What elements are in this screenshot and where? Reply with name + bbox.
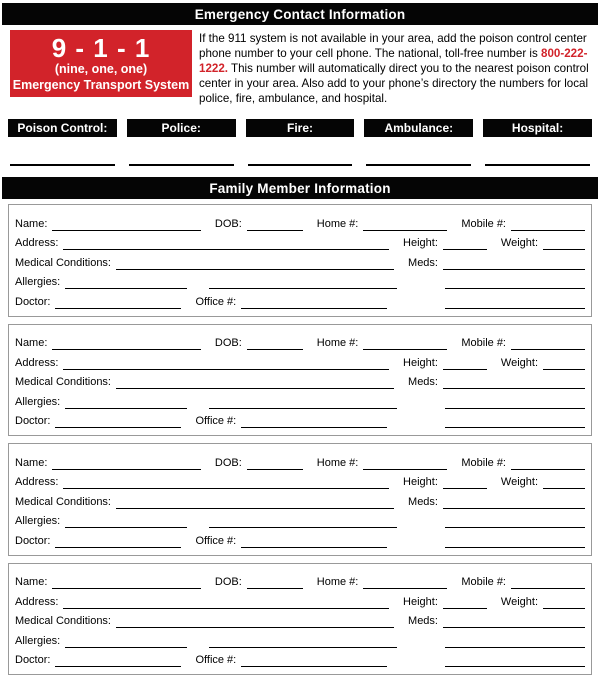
height-label: Height: (403, 237, 438, 250)
medical-conditions-blank-line (116, 377, 394, 389)
home-label: Home #: (317, 576, 359, 589)
office-blank-line (241, 416, 387, 428)
meds-blank-line (443, 258, 585, 270)
meds-continuation-line-1 (445, 516, 585, 528)
meds-continuation-line-1 (445, 397, 585, 409)
address-label: Address: (15, 237, 58, 250)
emergency-contact-header-bar (2, 3, 598, 25)
emergency-contact-title: Emergency Contact Information (195, 7, 406, 22)
mobile-blank-line (511, 219, 585, 231)
office-blank-line (241, 297, 387, 309)
weight-blank-line (543, 358, 585, 370)
family-member-block (8, 324, 592, 437)
dob-label: DOB: (215, 576, 242, 589)
fire-blank-line (248, 164, 353, 166)
member-row-allergies (15, 389, 585, 409)
home-blank-line (363, 219, 447, 231)
member-row-allergies (15, 628, 585, 648)
height-blank-line (443, 477, 487, 489)
dob-label: DOB: (215, 218, 242, 231)
ambulance-label: Ambulance: (364, 119, 473, 137)
doctor-label: Doctor: (15, 535, 50, 548)
member-row-allergies (15, 509, 585, 529)
member-row-doctor (15, 289, 585, 309)
family-member-blocks (8, 204, 592, 675)
member-row-name (15, 570, 585, 590)
medical-conditions-blank-line (116, 258, 394, 270)
medical-conditions-label: Medical Conditions: (15, 615, 111, 628)
height-label: Height: (403, 357, 438, 370)
poison-control-phone-number: 800-222-1222. (199, 47, 587, 75)
emergency-contacts-row (8, 119, 592, 166)
doctor-blank-line (55, 416, 181, 428)
meds-label: Meds: (408, 376, 438, 389)
family-member-header-bar (2, 177, 598, 199)
address-label: Address: (15, 596, 58, 609)
dob-blank-line (247, 338, 303, 350)
allergies-blank-line (65, 636, 187, 648)
weight-label: Weight: (501, 596, 538, 609)
meds-blank-line (443, 377, 585, 389)
dob-label: DOB: (215, 457, 242, 470)
name-label: Name: (15, 457, 47, 470)
height-blank-line (443, 597, 487, 609)
contact-col-ambulance (364, 119, 473, 166)
home-label: Home #: (317, 337, 359, 350)
contact-col-police (127, 119, 236, 166)
name-blank-line (52, 219, 200, 231)
doctor-label: Doctor: (15, 654, 50, 667)
meds-continuation-line-2 (445, 297, 585, 309)
police-blank-line (129, 164, 234, 166)
meds-continuation-line-1 (445, 277, 585, 289)
doctor-label: Doctor: (15, 296, 50, 309)
member-row-medical (15, 370, 585, 390)
allergies-label: Allergies: (15, 396, 60, 409)
paragraph-text-before: If the 911 system is not available in your area, add the poison control center phone number to your cell phone. The national, toll-free number is (199, 32, 587, 60)
allergies-label: Allergies: (15, 515, 60, 528)
name-blank-line (52, 577, 200, 589)
home-label: Home #: (317, 457, 359, 470)
poison-control-paragraph (199, 30, 590, 106)
doctor-blank-line (55, 655, 181, 667)
office-blank-line (241, 655, 387, 667)
doctor-blank-line (55, 297, 181, 309)
doctor-blank-line (55, 536, 181, 548)
allergies-continuation-line (209, 277, 397, 289)
height-label: Height: (403, 476, 438, 489)
allergies-continuation-line (209, 636, 397, 648)
member-row-address (15, 470, 585, 490)
address-blank-line (63, 597, 389, 609)
weight-blank-line (543, 477, 585, 489)
dob-blank-line (247, 458, 303, 470)
member-row-doctor (15, 528, 585, 548)
address-blank-line (63, 358, 389, 370)
member-row-name (15, 331, 585, 351)
office-label: Office #: (195, 415, 236, 428)
member-row-name (15, 211, 585, 231)
weight-label: Weight: (501, 476, 538, 489)
family-member-block (8, 204, 592, 317)
medical-conditions-label: Medical Conditions: (15, 496, 111, 509)
office-label: Office #: (195, 535, 236, 548)
meds-label: Meds: (408, 496, 438, 509)
mobile-blank-line (511, 338, 585, 350)
member-row-address (15, 231, 585, 251)
family-member-block (8, 443, 592, 556)
name-blank-line (52, 338, 200, 350)
allergies-blank-line (65, 397, 187, 409)
member-row-medical (15, 250, 585, 270)
allergies-continuation-line (209, 516, 397, 528)
name-label: Name: (15, 576, 47, 589)
poison-control-label: Poison Control: (8, 119, 117, 137)
fire-label: Fire: (246, 119, 355, 137)
member-row-name (15, 450, 585, 470)
office-label: Office #: (195, 296, 236, 309)
911-phonetic: (nine, one, one) (55, 62, 147, 77)
medical-conditions-blank-line (116, 497, 394, 509)
home-blank-line (363, 338, 447, 350)
doctor-label: Doctor: (15, 415, 50, 428)
allergies-label: Allergies: (15, 276, 60, 289)
weight-label: Weight: (501, 357, 538, 370)
police-label: Police: (127, 119, 236, 137)
meds-continuation-line-1 (445, 636, 585, 648)
member-row-allergies (15, 270, 585, 290)
meds-continuation-line-2 (445, 536, 585, 548)
medical-conditions-blank-line (116, 616, 394, 628)
height-blank-line (443, 358, 487, 370)
medical-conditions-label: Medical Conditions: (15, 257, 111, 270)
height-label: Height: (403, 596, 438, 609)
name-blank-line (52, 458, 200, 470)
family-member-block (8, 563, 592, 675)
member-row-doctor (15, 648, 585, 668)
contact-col-poison-control (8, 119, 117, 166)
member-row-address (15, 350, 585, 370)
911-subtitle: Emergency Transport System (13, 77, 189, 93)
mobile-label: Mobile #: (461, 218, 506, 231)
home-blank-line (363, 458, 447, 470)
weight-blank-line (543, 238, 585, 250)
emergency-intro-section (10, 30, 590, 106)
dob-blank-line (247, 577, 303, 589)
member-row-medical (15, 489, 585, 509)
home-blank-line (363, 577, 447, 589)
weight-blank-line (543, 597, 585, 609)
meds-blank-line (443, 497, 585, 509)
hospital-label: Hospital: (483, 119, 592, 137)
hospital-blank-line (485, 164, 590, 166)
allergies-continuation-line (209, 397, 397, 409)
mobile-label: Mobile #: (461, 457, 506, 470)
name-label: Name: (15, 337, 47, 350)
allergies-label: Allergies: (15, 635, 60, 648)
family-member-title: Family Member Information (209, 181, 390, 196)
address-label: Address: (15, 476, 58, 489)
member-row-doctor (15, 409, 585, 429)
name-label: Name: (15, 218, 47, 231)
meds-label: Meds: (408, 257, 438, 270)
dob-label: DOB: (215, 337, 242, 350)
911-number: 9 - 1 - 1 (52, 34, 151, 62)
office-label: Office #: (195, 654, 236, 667)
911-badge (10, 30, 192, 97)
mobile-blank-line (511, 458, 585, 470)
mobile-label: Mobile #: (461, 337, 506, 350)
allergies-blank-line (65, 516, 187, 528)
meds-continuation-line-2 (445, 655, 585, 667)
contact-col-hospital (483, 119, 592, 166)
meds-label: Meds: (408, 615, 438, 628)
meds-blank-line (443, 616, 585, 628)
height-blank-line (443, 238, 487, 250)
mobile-blank-line (511, 577, 585, 589)
contact-col-fire (246, 119, 355, 166)
meds-continuation-line-2 (445, 416, 585, 428)
address-blank-line (63, 238, 389, 250)
weight-label: Weight: (501, 237, 538, 250)
dob-blank-line (247, 219, 303, 231)
allergies-blank-line (65, 277, 187, 289)
address-label: Address: (15, 357, 58, 370)
medical-conditions-label: Medical Conditions: (15, 376, 111, 389)
member-row-address (15, 589, 585, 609)
office-blank-line (241, 536, 387, 548)
address-blank-line (63, 477, 389, 489)
home-label: Home #: (317, 218, 359, 231)
paragraph-text-after: This number will automatically direct you to the nearest poison control center in your area. Also add to your phone’s directory the numbers for local police, fire, ambulance, and hospital. (199, 62, 589, 105)
mobile-label: Mobile #: (461, 576, 506, 589)
ambulance-blank-line (366, 164, 471, 166)
member-row-medical (15, 609, 585, 629)
poison-control-blank-line (10, 164, 115, 166)
